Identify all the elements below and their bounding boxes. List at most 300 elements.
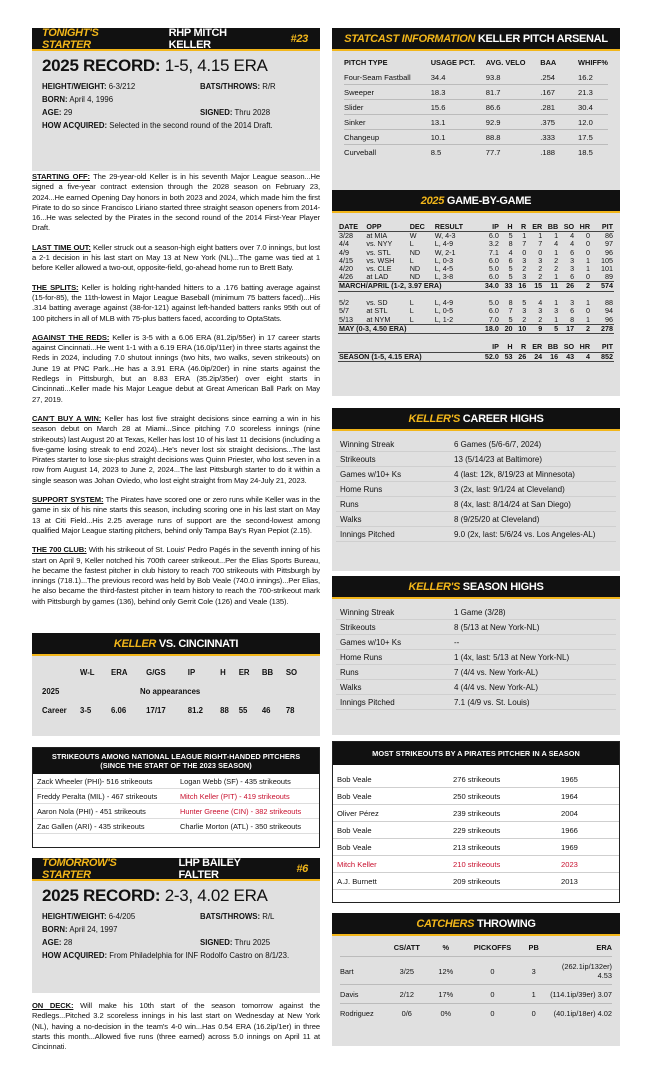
table-cell: Davis — [340, 990, 359, 999]
table-cell: % — [442, 943, 450, 952]
table-cell: PIT — [591, 223, 614, 232]
table-cell: BB — [543, 223, 559, 232]
table-cell: 2 — [538, 272, 543, 282]
table-cell: 53 — [500, 352, 514, 361]
table-row — [344, 100, 608, 115]
table-cell: L — [409, 239, 414, 249]
table-cell: 1965 — [561, 771, 619, 788]
table-cell: 2 — [554, 264, 559, 274]
list-item: Zac Gallen (ARI) - 435 strikeouts — [33, 819, 176, 834]
table-cell: 34.0 — [477, 282, 500, 291]
table-row — [336, 482, 616, 497]
table-row — [336, 620, 616, 635]
table-cell: Mitch Keller — [333, 856, 453, 873]
acquired-value: Selected in the second round of the 2014 Draft. — [109, 121, 273, 130]
table-cell: (262.1ip/132er) 4.53 — [561, 962, 612, 980]
table-cell: 2023 — [561, 856, 619, 873]
table-cell: 2 — [538, 264, 543, 274]
table-cell: Runs — [336, 665, 454, 680]
note-paragraph: CAN'T BUY A WIN: Keller has lost five straight decisions since earning a win in his season debut on March 28 at Miami...Since pitching 7.0 scoreless innings (nine strikeouts) last August 20 at Texas, Keller has lost 10 of his last 11 decisions (including a five-game losing streak to end 2024)...He's never lost six straight decisions...The last Pirates starter to lose six-plus straight decisions was Quinn Priester, who lost seven in a row from August 14, 2023 to June 2, 2024...The last Pittsburgh starter to do it within a single season was Johan Oviedo, who lost eight straight from May 24-July 21, 2023. — [32, 413, 320, 485]
note-paragraph: ON DECK: Will make his 10th start of the season tomorrow against the Redlegs...Pitched 3.2 scoreless innings in his last start on Wednesday at New York (NL), having a no-decision in the team's 4-0 win...Has 0.54 ERA (16.2ip/1er) in three starts this month...Allowed five runs (three earned) across 5.0 innings on April 11 at Cincinnati. — [32, 1001, 321, 1052]
table-cell: 0 — [538, 247, 543, 257]
table-cell: 1 — [554, 247, 559, 257]
table-cell: 18.5 — [578, 145, 608, 160]
table-row — [336, 680, 616, 695]
most-strikeouts-table — [333, 771, 619, 890]
table-cell: 3 — [570, 298, 575, 308]
table-cell: 7 — [508, 306, 513, 316]
table-cell: H — [500, 223, 514, 232]
table-cell: MAY (0-3, 4.50 ERA) — [338, 324, 477, 333]
age-label: AGE: — [42, 938, 62, 947]
table-cell: H — [507, 342, 513, 352]
table-cell: 97 — [605, 239, 613, 249]
table-cell: 7 — [538, 239, 543, 249]
table-cell: 13.1 — [431, 115, 486, 130]
table-cell: 6.0 — [488, 272, 499, 282]
table-cell: 250 strikeouts — [453, 788, 561, 805]
table-cell: 2 — [538, 314, 543, 324]
age-value: 29 — [63, 108, 73, 117]
table-cell: vs. NYY — [366, 239, 393, 249]
hw-value: 6-3/212 — [108, 82, 136, 91]
table-cell: 16.2 — [578, 73, 593, 82]
table-cell: 24 — [527, 352, 543, 361]
table-cell: IP — [492, 342, 499, 352]
table-cell: Bob Veale — [333, 822, 453, 839]
table-cell: L, 4-5 — [434, 264, 454, 274]
table-cell: ND — [409, 264, 421, 274]
table-cell: 229 strikeouts — [453, 822, 561, 839]
table-cell: 1 — [554, 314, 559, 324]
tomorrows-starter-header — [32, 858, 320, 881]
table-cell: 4/20 — [339, 264, 353, 274]
table-cell: 16 — [543, 352, 559, 361]
table-cell: vs. SD — [366, 298, 388, 308]
table-cell: 2 — [575, 282, 591, 291]
pitch-arsenal-header — [332, 28, 620, 51]
table-row — [336, 437, 616, 452]
table-cell: 6 — [570, 272, 575, 282]
table-cell: 2 — [575, 324, 591, 333]
header-label: KELLER'S — [408, 580, 461, 593]
table-cell: PB — [528, 943, 539, 952]
table-cell: 1 (4x, last: 5/13 at New York-NL) — [454, 650, 616, 665]
table-cell: 0 — [490, 1009, 495, 1018]
table-cell: vs. CLE — [366, 264, 392, 274]
table-cell: 10 — [514, 324, 528, 333]
table-cell: ERA — [596, 943, 612, 952]
table-cell: 0 — [522, 247, 527, 257]
table-cell: 1 — [538, 231, 543, 241]
most-strikeouts-title: MOST STRIKEOUTS BY A PIRATES PITCHER IN A SEASON — [333, 742, 619, 765]
career-highs-table — [336, 437, 616, 542]
table-cell: 6 — [508, 255, 513, 265]
table-cell: 2013 — [561, 873, 619, 890]
table-cell: L, 1-2 — [434, 314, 454, 324]
table-cell: L, 0-3 — [434, 255, 454, 265]
table-cell: 2 — [554, 255, 559, 265]
table-cell: 5 — [543, 324, 559, 333]
born-label: BORN: — [42, 925, 68, 934]
table-cell: 7 (4/4 vs. New York-AL) — [454, 665, 616, 680]
signed-value: Thru 2028 — [234, 108, 271, 117]
table-cell: A.J. Burnett — [333, 873, 453, 890]
table-cell: 3 — [554, 306, 559, 316]
record-value: 2-3, 4.02 ERA — [164, 886, 268, 905]
table-cell: 15.6 — [431, 100, 486, 115]
table-cell: 5.0 — [488, 298, 499, 308]
table-cell: 4 — [575, 352, 591, 361]
list-item — [333, 805, 619, 822]
table-cell: 1 — [586, 298, 591, 308]
bio-grid — [32, 79, 320, 136]
table-cell: 3 (2x, last: 9/1/24 at Cleveland) — [454, 482, 616, 497]
table-cell: 5 — [508, 314, 513, 324]
table-cell: 5 — [508, 264, 513, 274]
table-cell: .281 — [540, 100, 578, 115]
table-cell: -- — [454, 635, 616, 650]
table-cell: 5/7 — [339, 306, 349, 316]
table-cell: L — [409, 255, 414, 265]
table-cell: PICKOFFS — [473, 943, 512, 952]
table-cell: Innings Pitched — [336, 695, 454, 710]
table-cell: 16 — [514, 282, 528, 291]
vs-cincinnati-box — [32, 633, 320, 736]
table-cell: Runs — [336, 497, 454, 512]
table-cell: 96 — [605, 314, 613, 324]
table-cell: 4 — [508, 247, 513, 257]
table-cell: Strikeouts — [336, 452, 454, 467]
table-cell — [340, 938, 388, 957]
note-paragraph: THE SPLITS: Keller is holding right-handed hitters to a .176 batting average against (15-for-85), the 11th-lowest in Major League Baseball (minimum 75 batters faced)...His .314 batting average against (38-for-121) against left-handed batters ranks 95th out of 100 pitchers in all of MLB with 75-plus batters faced, according to OptaStats. — [32, 282, 320, 323]
table-cell: SO — [559, 223, 575, 232]
table-cell: 1 — [586, 255, 591, 265]
table-cell: 5/2 — [339, 298, 349, 308]
table-cell: 13 (5/14/23 at Baltimore) — [454, 452, 616, 467]
table-cell: 239 strikeouts — [453, 805, 561, 822]
table-cell: 2 — [522, 264, 527, 274]
table-row — [344, 70, 608, 85]
season-record — [32, 51, 320, 79]
table-cell: Sinker — [344, 115, 431, 130]
table-cell: 9.0 (2x, last: 5/6/24 vs. Los Angeles-AL) — [454, 527, 616, 542]
list-item: Hunter Greene (CIN) - 382 strikeouts — [176, 804, 319, 819]
vs-cincinnati-table: W-L ERA G/GS IP H ER BB SO 2025 No appearances Career 3-5 6.06 17/17 81.2 88 55 46 78 — [42, 668, 298, 715]
table-cell: 8 (9/25/20 at Cleveland) — [454, 512, 616, 527]
jersey-number: #6 — [296, 862, 308, 875]
table-cell: 9 — [527, 324, 543, 333]
table-cell: (114.1ip/39er) 3.07 — [550, 990, 612, 999]
season-highs-box — [332, 576, 620, 735]
table-row — [340, 957, 612, 985]
table-cell: Changeup — [344, 130, 431, 145]
list-item — [333, 839, 619, 856]
header-title: CAREER HIGHS — [462, 412, 544, 425]
table-cell: L — [409, 314, 414, 324]
table-cell: 0 — [586, 247, 591, 257]
pitcher-name: RHP MITCH KELLER — [168, 26, 227, 51]
table-cell: L, 4-9 — [434, 239, 454, 249]
table-cell: 8 — [508, 239, 513, 249]
table-cell: 0 — [586, 239, 591, 249]
list-item — [333, 788, 619, 805]
table-cell: 1 — [586, 264, 591, 274]
table-cell: 0 — [490, 966, 495, 976]
table-cell: Bob Veale — [333, 771, 453, 788]
table-cell: 3.2 — [488, 239, 499, 249]
note-paragraph: AGAINST THE REDS: Keller is 3-5 with a 6.06 ERA (81.2ip/55er) in 17 career starts against Cincinnati...He went 1-1 with a 6.19 ERA (16.0ip/11er) in three starts against the Reds in 2024, including 7.0 shutout innings (two hits, two walks, seven strikeouts) on June 19 at PNC Park...He has a 3.91 ERA (46.0ip/20er) in nine starts against the Redlegs in Pittsburgh, but an 8.83 ERA (35.2ip/35er) over eight starts in Cincinnati...Keller made his Major League debut at Great American Ball Park on May 27, 2019. — [32, 332, 320, 404]
table-cell: DATE — [338, 223, 365, 232]
table-cell: 86.6 — [486, 100, 540, 115]
table-cell: 4 — [570, 239, 575, 249]
table-cell: 33 — [500, 282, 514, 291]
signed-label: SIGNED: — [200, 938, 233, 947]
table-cell: 0% — [440, 1009, 452, 1018]
table-cell: at MIA — [366, 231, 388, 241]
table-row — [340, 1004, 612, 1023]
table-cell: 17% — [438, 990, 454, 999]
table-cell: 276 strikeouts — [453, 771, 561, 788]
table-cell: 0 — [586, 272, 591, 282]
table-cell: Bob Veale — [333, 839, 453, 856]
header-label: KELLER — [113, 637, 157, 650]
season-record — [32, 881, 320, 909]
table-cell: IP — [477, 223, 500, 232]
table-cell: ER — [532, 342, 543, 352]
table-cell: 574 — [591, 282, 614, 291]
table-cell: L, 3-8 — [434, 272, 454, 282]
header-label: TOMORROW'S STARTER — [42, 856, 117, 881]
table-cell: 88.8 — [486, 130, 540, 145]
bt-value: R/R — [262, 82, 276, 91]
catchers-table — [340, 938, 612, 1022]
table-cell: 94 — [605, 306, 613, 316]
born-value: April 24, 1997 — [69, 925, 118, 934]
table-row — [338, 316, 614, 325]
table-cell: CS/ATT — [393, 943, 420, 952]
table-cell: 20 — [500, 324, 514, 333]
signed-value: Thru 2025 — [234, 938, 271, 947]
table-row — [344, 115, 608, 130]
vs-cincinnati-header — [32, 633, 320, 656]
header-title: SEASON HIGHS — [462, 580, 544, 593]
table-total-row — [338, 324, 614, 333]
table-cell: 52.0 — [477, 352, 500, 361]
header-label: KELLER'S — [408, 412, 461, 425]
table-cell: 6 — [570, 306, 575, 316]
catchers-box — [332, 913, 620, 1046]
table-cell: .167 — [540, 85, 578, 100]
age-value: 28 — [63, 938, 73, 947]
table-cell: 2004 — [561, 805, 619, 822]
bt-value: R/L — [262, 912, 275, 921]
nl-strikeouts-box — [32, 747, 320, 848]
list-item — [333, 873, 619, 890]
table-cell: 3 — [538, 306, 543, 316]
list-item: Zack Wheeler (PHI)- 516 strikeouts — [33, 774, 176, 789]
table-cell: 4 — [570, 231, 575, 241]
table-cell: Winning Streak — [336, 437, 454, 452]
record-label: 2025 RECORD: — [42, 56, 161, 75]
table-cell: 1966 — [561, 822, 619, 839]
table-row — [336, 605, 616, 620]
table-cell: 7.1 — [488, 247, 499, 257]
table-cell: 26 — [559, 282, 575, 291]
table-cell: 3 — [531, 966, 536, 976]
table-row — [336, 650, 616, 665]
record-value: 1-5, 4.15 ERA — [164, 56, 268, 75]
table-cell: vs. STL — [366, 247, 391, 257]
table-cell: ER — [527, 223, 543, 232]
list-item: Charlie Morton (ATL) - 350 strikeouts — [176, 819, 319, 834]
table-cell: 1 — [554, 231, 559, 241]
table-cell: Home Runs — [336, 482, 454, 497]
note-paragraph: STARTING OFF: The 29-year-old Keller is in his seventh Major League season...He signed a five-year contract extension through the 2028 season on February 23, 2024...He earned Opening Day honors in both 2023 and 2024, which made him the first Pirate to do so since Francisco Liriano started three straight season openers from 2014-16...He was selected by the Pirates in the second round of the 2014 First-Year Player Draft. — [32, 172, 320, 233]
table-cell: 3 — [522, 272, 527, 282]
table-cell: .333 — [540, 130, 578, 145]
table-cell: at LAD — [366, 272, 389, 282]
table-cell: .188 — [540, 145, 578, 160]
table-cell: L, 0-5 — [434, 306, 454, 316]
table-cell: HR — [579, 342, 591, 352]
table-cell: BB — [547, 342, 559, 352]
list-item: Aaron Nola (PHI) - 451 strikeouts — [33, 804, 176, 819]
bio-grid — [32, 909, 320, 966]
header-label: TONIGHT'S STARTER — [42, 26, 99, 51]
table-row — [336, 695, 616, 710]
table-cell: 5 — [508, 272, 513, 282]
career-highs-box — [332, 408, 620, 571]
table-cell: 88 — [605, 298, 613, 308]
table-cell: 8 (4x, last: 8/14/24 at San Diego) — [454, 497, 616, 512]
spacer — [338, 343, 477, 352]
table-row — [340, 985, 612, 1004]
table-cell: W — [409, 231, 417, 241]
bt-label: BATS/THROWS: — [200, 82, 261, 91]
season-highs-table — [336, 605, 616, 710]
table-cell: 0 — [586, 231, 591, 241]
table-cell: 12.0 — [578, 115, 608, 130]
table-cell: 1 — [554, 272, 559, 282]
list-item: Mitch Keller (PIT) - 419 strikeouts — [176, 789, 319, 804]
season-highs-header — [332, 576, 620, 599]
table-cell: 4/15 — [339, 255, 353, 265]
list-item: Freddy Peralta (MIL) - 467 strikeouts — [33, 789, 176, 804]
table-cell: 8 — [570, 314, 575, 324]
table-cell: SEASON (1-5, 4.15 ERA) — [338, 352, 477, 361]
table-cell: 4 — [554, 239, 559, 249]
most-strikeouts-box — [332, 741, 620, 903]
pitch-arsenal-box — [332, 28, 620, 202]
record-label: 2025 RECORD: — [42, 886, 161, 905]
table-row — [336, 512, 616, 527]
header-label: 2025 — [420, 194, 445, 207]
table-row — [336, 497, 616, 512]
table-cell: 8.5 — [431, 145, 486, 160]
table-cell: at STL — [366, 306, 388, 316]
table-cell: 1 — [522, 231, 527, 241]
table-cell: Bart — [340, 966, 354, 976]
note-paragraph: THE 700 CLUB: With his strikeout of St. Louis' Pedro Pagés in the seventh inning of his start on April 9, Keller notched his 700th career strikeout...Per the Elias Sports Bureau, he became the fastest pitcher in club history to reach 700 strikeouts with Pittsburgh by innings (718.1)...The previous record was held by Bob Veale (740.0 innings)...Per Elias, he also became the third-fastest pitcher in team history to reach the 700-strikeout mark with Pittsburgh by games (136), behind only Gerrit Cole (126) and Veale (135). — [32, 545, 320, 606]
table-cell: 5 — [522, 298, 527, 308]
acquired-label: HOW ACQUIRED: — [42, 951, 108, 960]
table-cell: 89 — [605, 272, 613, 282]
header-label: STATCAST INFORMATION — [344, 32, 476, 45]
table-cell: 7.0 — [488, 314, 499, 324]
bt-label: BATS/THROWS: — [200, 912, 261, 921]
table-row — [344, 130, 608, 145]
table-cell: 210 strikeouts — [453, 856, 561, 873]
table-cell: 852 — [591, 352, 614, 361]
list-item: Logan Webb (SF) - 435 strikeouts — [176, 774, 319, 789]
born-value: April 4, 1996 — [69, 95, 114, 104]
pitch-arsenal-table: PITCH TYPE USAGE PCT. AVG. VELO BAA WHIFF% Four-Seam Fastball 34.4 93.8 .254 16.2 Sweeper 18.3 81.7 .167 21.3 Slider 15.6 86.6 .281 30.4 Sinker 13.1 92.9 .375 12.0 Changeup 10.1 88.8 .333 17.5 Curveball 8.5 77.7 .188 18.5 — [344, 58, 608, 157]
table-cell: RESULT — [434, 223, 477, 232]
table-cell: ND — [409, 247, 421, 257]
table-cell: 4/9 — [339, 247, 349, 257]
table-cell: .254 — [540, 73, 556, 82]
table-cell: 1964 — [561, 788, 619, 805]
game-by-game-header — [332, 190, 620, 213]
table-cell: PIT — [601, 342, 613, 352]
table-cell: 5 — [508, 231, 513, 241]
table-cell: Curveball — [344, 145, 431, 160]
signed-label: SIGNED: — [200, 108, 233, 117]
table-cell: 7 — [522, 239, 527, 249]
table-cell: Slider — [344, 100, 431, 115]
acquired-value: From Philadelphia for INF Rodolfo Castro on 8/1/23. — [109, 951, 290, 960]
header-title: VS. CINCINNATI — [158, 637, 239, 650]
table-cell: 1969 — [561, 839, 619, 856]
table-cell: 15 — [527, 282, 543, 291]
table-cell: 43 — [559, 352, 575, 361]
table-cell: Strikeouts — [336, 620, 454, 635]
table-cell: 34.4 — [430, 73, 446, 82]
table-cell: MARCH/APRIL (1-2, 3.97 ERA) — [338, 282, 477, 291]
table-cell: Rodriguez — [340, 1009, 374, 1018]
table-cell: Games w/10+ Ks — [336, 635, 454, 650]
list-item — [333, 822, 619, 839]
table-cell: 0/6 — [401, 1009, 412, 1018]
table-cell: Games w/10+ Ks — [336, 467, 454, 482]
table-cell: 8 (5/13 at New York-NL) — [454, 620, 616, 635]
table-cell: ND — [409, 272, 421, 282]
table-cell: 11 — [543, 282, 559, 291]
table-cell: HR — [575, 223, 591, 232]
table-cell: 93.8 — [485, 73, 501, 82]
table-cell: 2/12 — [399, 990, 414, 999]
table-cell: 26 — [514, 352, 528, 361]
table-cell: 2 — [522, 314, 527, 324]
table-cell: 6 Games (5/6-6/7, 2024) — [454, 437, 616, 452]
table-cell: Walks — [336, 512, 454, 527]
table-cell: SO — [563, 342, 575, 352]
table-cell: 96 — [605, 247, 613, 257]
table-row — [344, 85, 608, 100]
note-paragraph: SUPPORT SYSTEM: The Pirates have scored one or zero runs while Keller was in the game in six of his nine starts this season, including scoring one in his last start on May 13 at Citi Field...His 2.25 average runs of support are the second-lowest among qualified Major League starting pitchers, behind only Tampa Bay's Ryan Pepiot (2.15). — [32, 495, 320, 535]
hw-label: HEIGHT/WEIGHT: — [42, 912, 107, 921]
table-cell: 12% — [438, 966, 454, 976]
jersey-number: #23 — [290, 32, 308, 45]
table-cell: Bob Veale — [333, 788, 453, 805]
table-cell: 3/25 — [399, 966, 414, 976]
table-cell: 8 — [508, 298, 513, 308]
nl-strikeouts-grid — [33, 774, 319, 834]
table-cell: 3 — [522, 306, 527, 316]
table-cell: W, 4-3 — [434, 231, 456, 241]
table-cell: 7.1 (4/9 vs. St. Louis) — [454, 695, 616, 710]
